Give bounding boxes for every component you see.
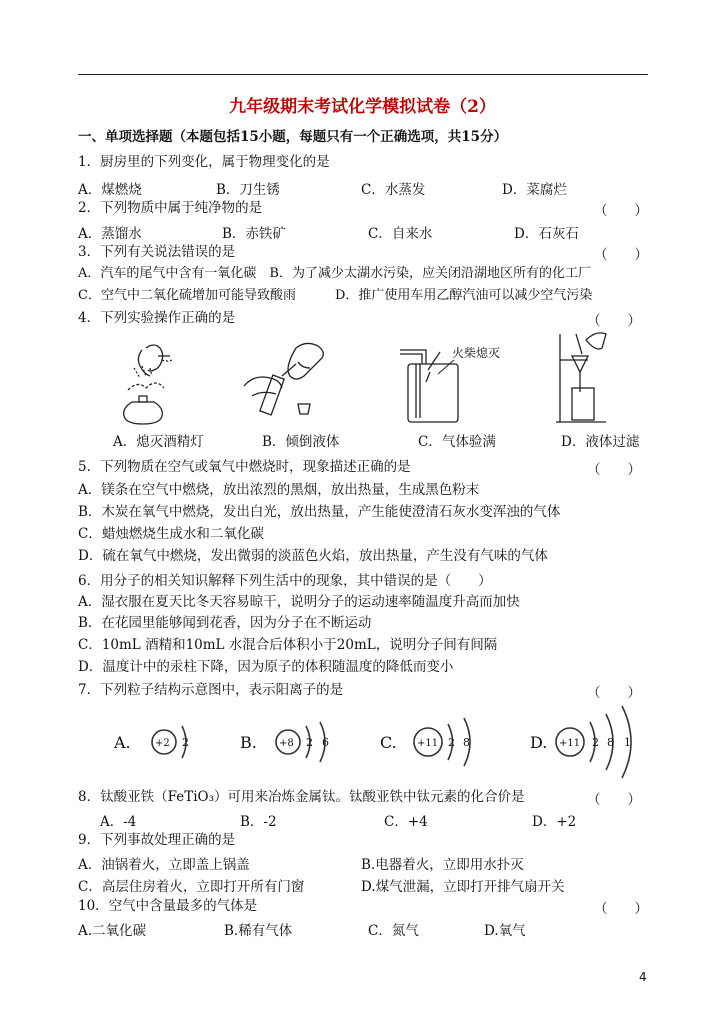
question-2-stem: 2．下列物质中属于纯净物的是 [78,200,263,216]
q6-option-a: A．湿衣服在夏天比冬天容易晾干，说明分子的运动速率随温度升高而加快 [78,594,520,610]
question-5-stem: 5．下列物质在空气或氧气中燃烧时，现象描述正确的是 [78,459,411,475]
q9-option-d: D.煤气泄漏，立即打开排气扇开关 [361,879,565,895]
q10-option-b: B.稀有气体 [224,923,293,939]
q5-option-d: D．硫在氧气中燃烧，发出微弱的淡蓝色火焰，放出热量，产生没有气味的气体 [78,548,548,564]
q7-d-nucleus: +11 [559,738,581,749]
q1-option-b: B．刀生锈 [216,182,280,198]
q8-option-a: A．-4 [100,814,137,830]
q7-d-letter: D. [530,733,548,752]
q4-answer-paren: （ ） [587,313,641,329]
question-9-stem: 9．下列事故处理正确的是 [78,832,236,848]
q7-b-shell-1: 2 [306,736,313,749]
q4-option-a: A．熄灭酒精灯 [113,434,204,450]
question-3-stem: 3．下列有关说法错误的是 [78,244,236,260]
question-8-stem: 8．钛酸亚铁（FeTiO₃）可用来冶炼金属钛。钛酸亚铁中钛元素的化合价是 [78,789,525,805]
q7-d-shell-1: 2 [592,736,599,749]
q5-option-a: A．镁条在空气中燃烧，放出浓烈的黑烟，放出热量，生成黑色粉末 [78,482,480,498]
q8-answer-paren: （ ） [587,792,641,808]
q2-option-a: A．蒸馏水 [78,226,142,242]
q7-b-letter: B. [240,733,257,752]
q7-d-shell-2: 8 [607,736,614,749]
q1-option-d: D．菜腐烂 [502,182,567,198]
top-rule [78,74,648,75]
figure-alcohol-lamp [112,338,202,426]
figure-pouring-liquid [238,336,338,426]
q7-a-shell-1: 2 [182,736,189,749]
question-7-stem: 7．下列粒子结构示意图中，表示阳离子的是 [78,682,344,698]
q8-option-b: B．-2 [240,814,277,830]
figure-gas-test [394,340,501,426]
q7-c-shell-1: 2 [448,736,455,749]
page-number: 4 [639,970,647,984]
atom-structure-diagrams [110,706,655,778]
q9-option-b: B.电器着火，立即用水扑灭 [361,857,524,873]
q6-option-c: C．10mL 酒精和10mL 水混合后体积小于20mL，说明分子间有间隔 [78,637,498,653]
question-6-stem: 6．用分子的相关知识解释下列生活中的现象，其中错误的是（ ） [78,573,492,589]
page-title: 九年级期末考试化学模拟试卷（2） [229,97,496,117]
question-4-stem: 4．下列实验操作正确的是 [78,310,236,326]
q7-c-letter: C. [380,733,397,752]
q7-b-nucleus: +8 [279,738,294,749]
q2-option-c: C．自来水 [368,226,433,242]
q1-option-c: C．水蒸发 [361,182,426,198]
q8-option-c: C．+4 [384,814,428,830]
q2-option-b: B．赤铁矿 [222,226,286,242]
q8-option-d: D．+2 [532,814,577,830]
q3-options-ab: A．汽车的尾气中含有一氧化碳 B．为了减少太湖水污染，应关闭沿湖地区所有的化工厂 [78,266,591,281]
q7-c-nucleus: +11 [417,738,439,749]
q6-option-b: B．在花园里能够闻到花香，因为分子在不断运动 [78,615,372,631]
q10-option-d: D.氧气 [484,923,526,939]
q10-option-c: C．氮气 [368,923,419,939]
q2-option-d: D．石灰石 [514,226,579,242]
q4-option-c: C．气体验满 [418,434,496,450]
figure-c-label: 火柴熄灭 [452,346,501,360]
q9-option-c: C．高层住房着火，立即打开所有门窗 [78,879,305,895]
q10-option-a: A.二氧化碳 [78,923,147,939]
q4-option-b: B．倾倒液体 [262,434,340,450]
q1-option-a: A．煤燃烧 [78,182,142,198]
question-1-stem: 1．厨房里的下列变化，属于物理变化的是 [78,154,330,170]
q7-answer-paren: （ ） [587,685,641,701]
q7-b-shell-2: 6 [322,736,329,749]
q7-d-shell-3: 1 [624,736,631,749]
q2-answer-paren: （ ） [594,203,648,219]
q7-c-shell-2: 8 [463,736,470,749]
section-heading: 一、单项选择题（本题包括15小题，每题只有一个正确选项，共15分） [78,129,508,145]
figure-filtration [548,330,648,426]
q5-option-c: C．蜡烛燃烧生成水和二氧化碳 [78,526,264,542]
q10-answer-paren: （ ） [594,901,648,917]
question-10-stem: 10．空气中含量最多的气体是 [78,898,258,914]
q3-options-cd: C．空气中二氧化硫增加可能导致酸雨 D．推广使用车用乙醇汽油可以减少空气污染 [78,288,593,303]
q7-a-nucleus: +2 [155,738,170,749]
q3-answer-paren: （ ） [594,247,648,263]
q7-a-letter: A. [114,733,131,752]
q5-option-b: B．木炭在氧气中燃烧，发出白光，放出热量，产生能使澄清石灰水变浑浊的气体 [78,504,561,520]
q5-answer-paren: （ ） [587,462,641,478]
q9-option-a: A．油锅着火，立即盖上锅盖 [78,857,250,873]
q6-option-d: D．温度计中的汞柱下降，因为原子的体积随温度的降低而变小 [78,659,454,675]
q4-option-d: D．液体过滤 [561,434,640,450]
